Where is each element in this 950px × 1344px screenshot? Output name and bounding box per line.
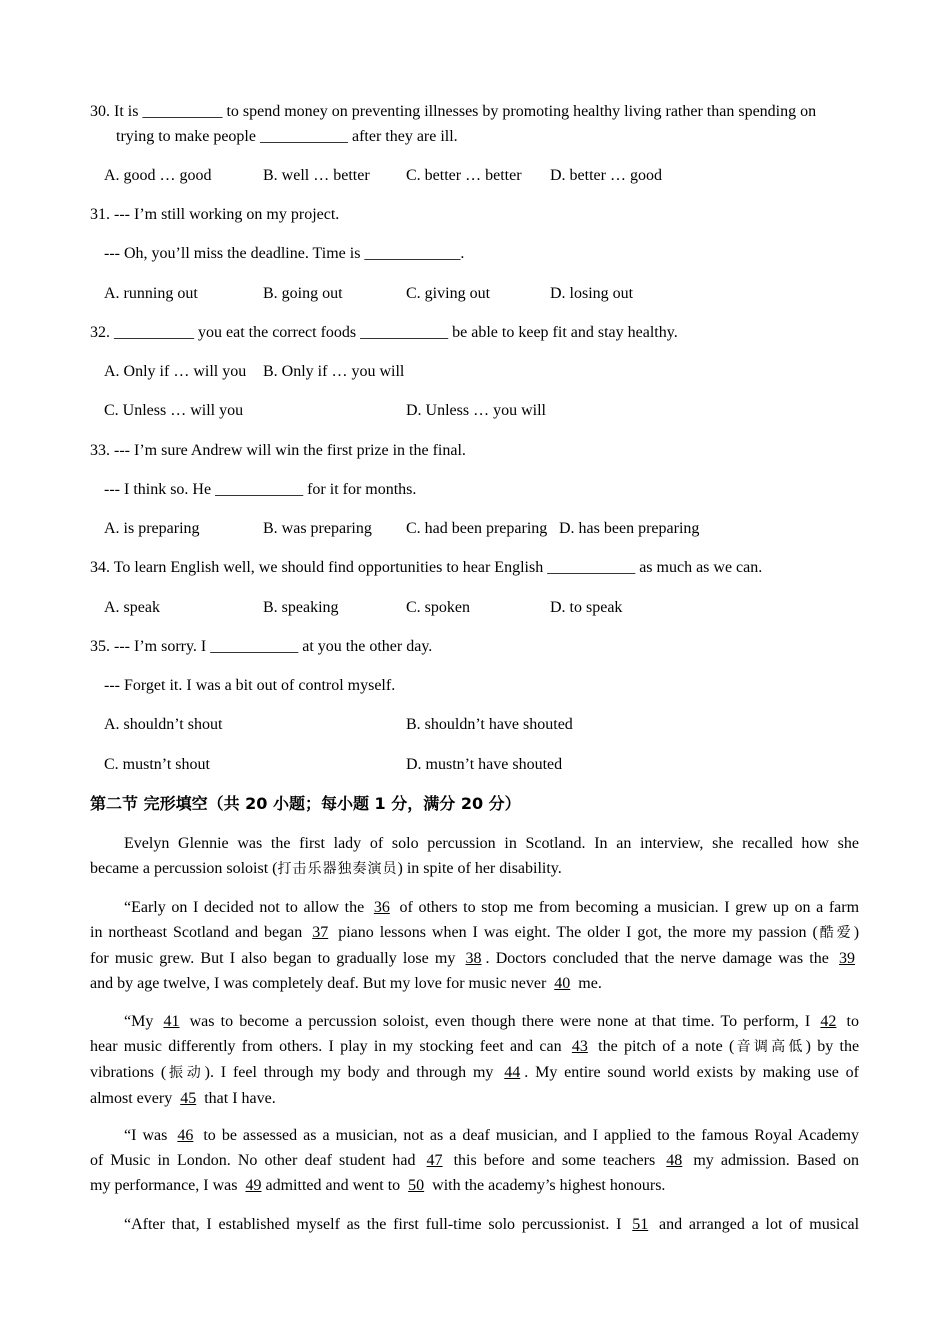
blank-49: 49 — [245, 1177, 262, 1194]
q32-option-d: D. Unless … you will — [406, 402, 546, 419]
q34-line-1: 34. To learn English well, we should find opportunities to hear English ___________ as much as we can. — [90, 559, 763, 576]
p2-text: ) — [853, 924, 860, 941]
p3-text: hear music differently from others. I play in my stocking feet and can — [90, 1038, 562, 1055]
p2-text: in northeast Scotland and began — [90, 924, 303, 941]
q31-option-d: D. losing out — [550, 285, 634, 302]
p2-text: and by age twelve, I was completely deaf. But my love for music never — [90, 975, 547, 992]
p4-text: to be assessed as a musician, not as a deaf musician, and I applied to the famous Royal Academy — [203, 1127, 859, 1144]
q34-option-c: C. spoken — [406, 599, 470, 616]
blank-42: 42 — [820, 1013, 837, 1030]
p2-text: . Doctors concluded that the nerve damage was the — [485, 950, 829, 967]
q35-options-row-2 — [0, 755, 950, 775]
q30-line-2: trying to make people ___________ after they are ill. — [116, 128, 458, 145]
p4-text: of Music in London. No other deaf student had — [90, 1152, 416, 1169]
p4-text: with the academy’s highest honours. — [432, 1177, 666, 1194]
p1-chinese-gloss: 打击乐器独奏演员 — [277, 861, 398, 877]
q35-line-2: --- Forget it. I was a bit out of control myself. — [104, 677, 396, 694]
p4-text: admitted and went to — [265, 1177, 401, 1194]
p2-text: piano lessons when I was eight. The older I got, the more my passion ( — [338, 924, 818, 941]
blank-40: 40 — [554, 975, 571, 992]
q30-options — [0, 166, 950, 186]
blank-41: 41 — [163, 1013, 180, 1030]
q33-option-a: A. is preparing — [104, 520, 200, 537]
q32-option-a: A. Only if … will you — [104, 363, 247, 380]
p3-text: ). I feel through my body and through my — [204, 1064, 494, 1081]
q30-option-c: C. better … better — [406, 167, 522, 184]
passage-paragraph-5 — [90, 1212, 859, 1237]
p4-text: “I was — [124, 1127, 168, 1144]
q34-option-b: B. speaking — [263, 599, 339, 616]
q35-options-row-1 — [0, 715, 950, 735]
p3-text: vibrations ( — [90, 1064, 167, 1081]
passage-paragraph-3 — [90, 1009, 859, 1111]
q32-option-b: B. Only if … you will — [263, 363, 405, 380]
blank-39: 39 — [839, 950, 856, 967]
q30-option-b: B. well … better — [263, 167, 370, 184]
q32-line-1: 32. __________ you eat the correct foods ___________ be able to keep fit and stay healthy. — [90, 324, 678, 341]
q34-options — [0, 598, 950, 618]
p2-chinese-gloss: 酷爱 — [817, 925, 854, 941]
p2-text: for music grew. But I also began to gradually lose my — [90, 950, 456, 967]
q35-option-a: A. shouldn’t shout — [104, 716, 223, 733]
q35-option-c: C. mustn’t shout — [104, 756, 210, 773]
blank-48: 48 — [666, 1152, 683, 1169]
p2-text: me. — [578, 975, 602, 992]
passage-paragraph-1 — [90, 831, 859, 882]
p3-text: “My — [124, 1013, 154, 1030]
q33-option-c: C. had been preparing — [406, 520, 548, 537]
q32-options-row-1 — [0, 362, 950, 382]
q31-options — [0, 284, 950, 304]
p3-chinese-gloss-pitch: 音调高低 — [734, 1039, 806, 1055]
section-heading: 第二节 完形填空（共 20 小题；每小题 1 分，满分 20 分） — [90, 794, 521, 813]
p5-text: “After that, I established myself as the first full-time solo percussionist. I — [124, 1216, 622, 1233]
q34-option-d: D. to speak — [550, 599, 623, 616]
q31-line-1: 31. --- I’m still working on my project. — [90, 206, 340, 223]
p3-text: that I have. — [204, 1090, 276, 1107]
q34-option-a: A. speak — [104, 599, 160, 616]
passage-paragraph-4 — [90, 1123, 859, 1198]
q30-line-1: 30. It is __________ to spend money on preventing illnesses by promoting healthy living rather than spending on — [90, 103, 817, 120]
q32-option-c: C. Unless … will you — [104, 402, 244, 419]
blank-46: 46 — [177, 1127, 194, 1144]
p3-text: the pitch of a note ( — [598, 1038, 735, 1055]
blank-50: 50 — [408, 1177, 425, 1194]
q32-options-row-2 — [0, 401, 950, 421]
q35-option-b: B. shouldn’t have shouted — [406, 716, 573, 733]
q31-option-c: C. giving out — [406, 285, 491, 302]
q33-line-2: --- I think so. He ___________ for it for months. — [104, 481, 417, 498]
q33-option-b: B. was preparing — [263, 520, 372, 537]
q33-option-d: D. has been preparing — [559, 520, 700, 537]
p1-line-2a: became a percussion soloist ( — [90, 860, 278, 877]
q30-option-a: A. good … good — [104, 167, 212, 184]
p3-chinese-gloss-vibration: 振动 — [166, 1065, 205, 1081]
p3-text: to — [846, 1013, 859, 1030]
blank-51: 51 — [632, 1216, 649, 1233]
p3-text: ) by the — [805, 1038, 860, 1055]
p2-text: “Early on I decided not to allow the — [124, 899, 365, 916]
blank-47: 47 — [426, 1152, 443, 1169]
q35-line-1: 35. --- I’m sorry. I ___________ at you the other day. — [90, 638, 433, 655]
p4-text: my performance, I was — [90, 1177, 238, 1194]
p1-line-2b: ) in spite of her disability. — [397, 860, 562, 877]
q31-line-2: --- Oh, you’ll miss the deadline. Time is ____________. — [104, 245, 465, 262]
blank-44: 44 — [504, 1064, 521, 1081]
blank-45: 45 — [180, 1090, 197, 1107]
blank-38: 38 — [465, 950, 482, 967]
q31-option-a: A. running out — [104, 285, 198, 302]
p3-text: . My entire sound world exists by making use of — [524, 1064, 860, 1081]
q30-option-d: D. better … good — [550, 167, 662, 184]
q31-option-b: B. going out — [263, 285, 343, 302]
p4-text: my admission. Based on — [693, 1152, 860, 1169]
blank-43: 43 — [571, 1038, 588, 1055]
q33-options — [0, 519, 950, 539]
blank-37: 37 — [312, 924, 329, 941]
passage-paragraph-2 — [90, 895, 859, 996]
q35-option-d: D. mustn’t have shouted — [406, 756, 563, 773]
blank-36: 36 — [373, 899, 390, 916]
p3-text: almost every — [90, 1090, 173, 1107]
p2-text: of others to stop me from becoming a musician. I grew up on a farm — [399, 899, 860, 916]
q33-line-1: 33. --- I’m sure Andrew will win the first prize in the final. — [90, 442, 466, 459]
p3-text: was to become a percussion soloist, even though there were none at that time. To perform, I — [189, 1013, 811, 1030]
p1-line-1: Evelyn Glennie was the first lady of solo percussion in Scotland. In an interview, she recalled how she — [124, 835, 859, 852]
p4-text: this before and some teachers — [453, 1152, 656, 1169]
p5-text: and arranged a lot of musical — [659, 1216, 860, 1233]
